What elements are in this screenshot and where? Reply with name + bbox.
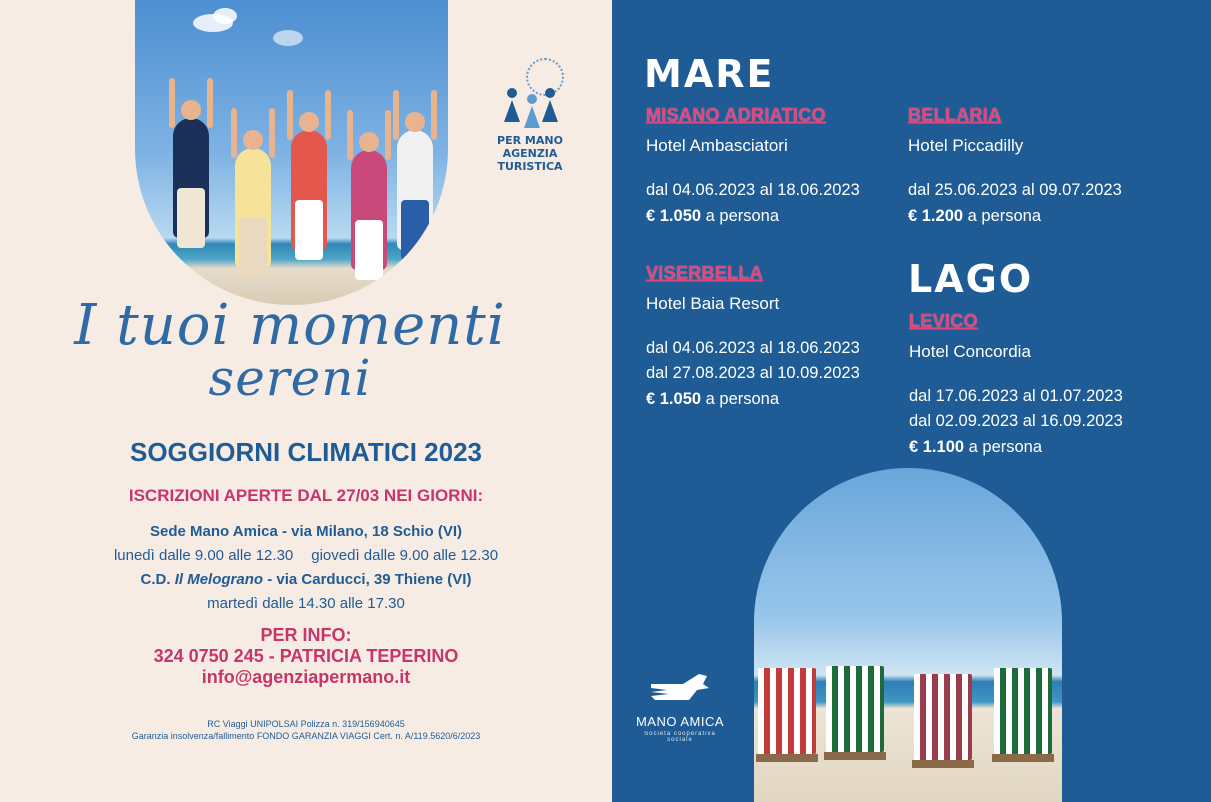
person-icon: [504, 88, 520, 128]
date-range: dal 04.06.2023 al 18.06.2023: [646, 181, 860, 199]
mano-amica-logo: [630, 670, 730, 743]
sede1-hours: [0, 544, 612, 568]
per-mano-logo: [490, 58, 570, 178]
subtitle: SOGGIORNI CLIMATICI 2023: [129, 437, 482, 467]
destination-name: BELLARIA: [908, 105, 1002, 125]
title-line-2: sereni: [208, 349, 372, 407]
title-line-1: I tuoi momenti: [74, 293, 506, 358]
sede2-suffix: - via Carducci, 39 Thiene (VI): [263, 571, 472, 588]
destination-levico: [909, 311, 1123, 457]
sede2-prefix: C.D.: [140, 571, 175, 588]
hand-dove-icon: [649, 670, 711, 700]
beach-chair: [758, 668, 816, 754]
hotel-name: Hotel Baia Resort: [646, 294, 780, 313]
destination-viserbella: [646, 263, 860, 409]
email-link[interactable]: info@agenziapermano.it: [201, 667, 411, 687]
hotel-name: Hotel Concordia: [909, 342, 1031, 361]
person-figure: [397, 130, 433, 250]
right-panel: [612, 0, 1211, 802]
logo-subtitle: Società cooperativa sociale: [644, 731, 716, 743]
seniors-jumping-photo: [135, 0, 448, 305]
registration-notice: ISCRIZIONI APERTE DAL 27/03 NEI GIORNI:: [128, 486, 484, 505]
person-figure: [235, 148, 271, 268]
price: € 1.050 a persona: [646, 207, 780, 225]
beach-chairs-photo: [754, 468, 1062, 802]
chair-frame: [992, 754, 1054, 762]
price: € 1.050 a persona: [646, 390, 780, 408]
legal-notes: [0, 718, 612, 742]
guarantee-note: Garanzia insolvenza/fallimento FONDO GARANZIA VIAGGI Cert. n. A/119.5620/6/2023: [131, 731, 481, 741]
chair-frame: [912, 760, 974, 768]
chair-frame: [824, 752, 886, 760]
destination-misano: [646, 105, 860, 226]
person-icon: [542, 88, 558, 128]
destination-name: LEVICO: [909, 311, 978, 331]
chair-frame: [756, 754, 818, 762]
date-range: dal 04.06.2023 al 18.06.2023 dal 27.08.2023 al 10.09.2023: [646, 339, 860, 382]
logo-name: MANO AMICA: [635, 714, 725, 729]
mare-heading: MARE: [644, 52, 775, 96]
sede1-address: Sede Mano Amica - via Milano, 18 Schio (VI): [149, 523, 463, 540]
sede1-hours-b: giovedì dalle 9.00 alle 12.30: [311, 547, 499, 564]
person-figure: [173, 118, 209, 238]
lago-heading: LAGO: [908, 257, 1034, 301]
beach-chair: [914, 674, 972, 760]
price: € 1.100 a persona: [909, 438, 1043, 456]
cloud: [213, 8, 237, 24]
person-icon: [524, 94, 540, 134]
sede2-hours: martedì dalle 14.30 alle 17.30: [207, 595, 405, 612]
insurance-note: RC Viaggi UNIPOLSAI Polizza n. 319/156940645: [207, 719, 405, 729]
date-range: dal 17.06.2023 al 01.07.2023 dal 02.09.2023 al 16.09.2023: [909, 387, 1123, 430]
person-figure: [351, 150, 387, 270]
phone-number: 324 0750 245 - PATRICIA TEPERINO: [153, 646, 459, 666]
destination-name: VISERBELLA: [646, 263, 764, 283]
hotel-name: Hotel Ambasciatori: [646, 136, 788, 155]
logo-text: PER MANO AGENZIA TURISTICA: [497, 134, 563, 173]
locations-info: [0, 520, 612, 616]
beach-chair: [994, 668, 1052, 754]
person-figure: [291, 130, 327, 250]
sede2-address: [0, 568, 612, 592]
price: € 1.200 a persona: [908, 207, 1042, 225]
destination-name: MISANO ADRIATICO: [646, 105, 826, 125]
page-title: [60, 293, 520, 407]
sede2-name: Il Melograno: [174, 571, 264, 588]
destination-bellaria: [908, 105, 1122, 226]
hotel-name: Hotel Piccadilly: [908, 136, 1024, 155]
date-range: dal 25.06.2023 al 09.07.2023: [908, 181, 1122, 199]
sede1-hours-a: lunedì dalle 9.00 alle 12.30: [113, 547, 294, 564]
cloud: [273, 30, 303, 46]
contact-block: [0, 625, 612, 688]
beach-chair: [826, 666, 884, 752]
per-info-label: PER INFO:: [260, 625, 352, 645]
